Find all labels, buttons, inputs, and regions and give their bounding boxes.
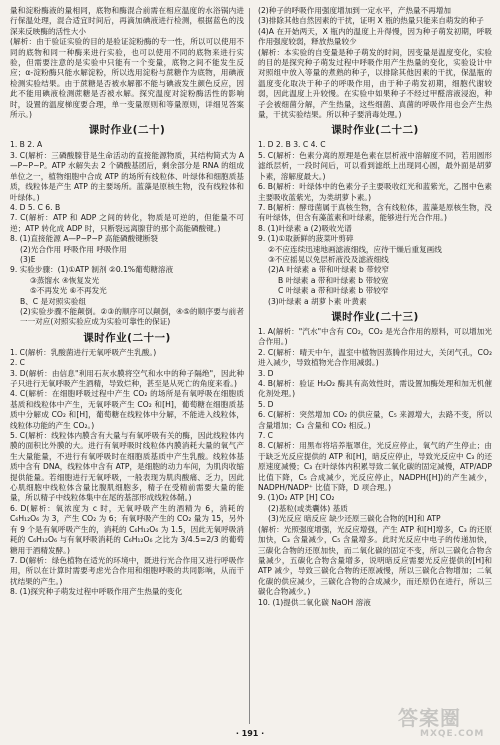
answer-line: 1. C(解析：乳酸菌进行无氧呼吸产生乳酸。) [10,347,157,357]
watermark-sub: MXQE.COM [420,729,485,739]
answer-line: (解析：由于验证实验的目的是验证淀粉酶的专一性，所以可以使用不同的底物和同一种酶来进行实验，也可以使用不同的底物来进行实验，但需要注意的是实验中只能有一个变量，底物之间不能发生反应；α‐淀粉酶只能水解淀粉，所以选用淀粉与蔗糖作为底物，用碘液检测实验结果。由于蔗糖是否被水解都不能与碘液发生颜色反应，因此不能用碘液检测蔗糖是否被水解。探究温度对淀粉酶活性的影响时，设置的温度梯度要合理，单一变量原则和等量原则，详细见答案所示。) [10,37,244,120]
answer-line: 8. (1)叶绿素 a (2)吸收光谱 [258,223,352,233]
answer-line: (3)叶绿素 a 胡萝卜素 叶黄素 [268,296,367,306]
answer-line: 2. C [10,358,25,368]
answer-line: 9. 实验步骤：(1)①ATP 制剂 ②0.1%葡萄糖溶液 [10,265,174,275]
answer-line: 1. B 2. A [10,140,43,150]
answer-line: 8. C(解析：用黑布将培养瓶罩住，光反应停止，氧气的产生停止；由于缺乏光反应提供的 ATP 和[H]，暗反应停止，导致光反应中 C₃ 的还原速度减慢；C₃ 在叶绿体内积累导致二氧化碳的固定减慢，ATP/ADP 比值下降，C₅ 合成减少，光反应停止，NADPH([H])的产生减少，NADPH/NADP⁺ 比值下降，D 项合理。) [258,441,492,493]
answer-line: (解析：光照强度增强，光反应增强，产生 ATP 和[H]增多，C₃ 的还原加快，C₃ 含量减少，C₅ 含量增多。此时光反应中电子的传递加快，三碳化合物的还原加快，而二氧化碳的固定不变，所以三碳化合物含量减少，五碳化合物含量增多，说明暗反应需要光反应提供的[H]和 ATP 减少，导致三碳化合物的还原减慢，所以三碳化合物增加；二氧化碳的供应减少，三碳化合物的合成减少，而还原仍在进行，所以三碳化合物减少。) [258,524,492,597]
answer-line: (2)A 叶绿素 a 带和叶绿素 b 带较窄 [268,265,390,275]
answer-line: ③蒸馏水 ④恢复发光 [30,275,100,285]
answer-line: 8. (1)直接能源 A—P~P~P 高能磷酸键断裂 [10,234,159,244]
section-heading: 课时作业(二十) [88,124,166,137]
answer-line: 5. C(解析：色素分离的原理是色素在层析液中溶解度不同，若用圆形滤纸层析，一段时间后，可以看到滤纸上出现同心圆，最外面是胡萝卜素，溶解度最大。) [258,150,492,181]
answer-line: (解析：本实验的自变量是种子萌发的时间，因变量是温度变化，实验的目的是探究种子萌发过程中呼吸作用产生热量的变化，实验设计中对照组中放入等量的煮熟的种子，以排除其他因素的干扰，保温瓶的温度变化取决于种子的呼吸作用，由于种子萌发初期，细胞代谢较弱，因此温度上升较慢。在实验中如果种子不经过甲醛溶液浸泡，种子会被细菌分解，产生热量，这些细菌、真菌的呼吸作用也会产生热量，干扰实验结果。所以种子要消毒处理。) [258,47,492,120]
section-heading: 课时作业(二十一) [83,331,171,344]
answer-line: ③不应摇晃以免层析液没及滤液细线 [268,254,389,264]
answer-line: (2)实验步骤不能颠倒。②③的顺序可以颠倒，④⑤的顺序要与前者一一对应(对照实验应成为实验可靠性的保证) [20,306,244,327]
answer-line: 1. A(解析："汽水"中含有 CO₂，CO₂ 是光合作用的原料，可以增加光合作用。) [258,326,492,347]
answer-line: 2. C(解析：晴天中午，温室中植物因蒸腾作用过大，关闭气孔，CO₂ 进入减少，导致植物光合作用减弱。) [258,347,492,368]
answer-line: 6. B(解析：叶绿体中的色素分子主要吸收红光和蓝紫光，乙图中色素主要吸收蓝紫光，为类胡萝卜素。) [258,182,492,202]
answer-line: 4. C(解析：在细胞呼吸过程中产生 CO₂ 的场所是有氧呼吸在细胞质基质和线粒体中产生，无氧呼吸产生 CO₂ 和[H]，葡萄糖在细胞质基质中分解成 CO₂ 和[H]，葡萄糖在线粒体中分解，不能进入线粒体，线粒体功能的产生 CO₂。) [10,389,244,430]
answer-line: ⑤不再发光 ⑥不再发光 [30,286,107,296]
watermark-main: 答案圈 [398,706,461,730]
answer-line: (4)A 在开始两天，X 瓶内的温度上升得慢，因为种子萌发初期，呼吸作用强度较弱，释放热量较少 [258,26,492,47]
answer-line: 5. D [258,399,274,409]
answer-line: 量和淀粉酶液的量相同，底物和酶混合前需在相应温度的水浴锅内进行保温处理，混合适宜时间后，再滴加碘液进行检测，根据蓝色的浅深来反映酶的活性大小 [10,6,244,36]
answer-line: 7. C [258,431,273,441]
column-divider [249,8,250,724]
answer-line: 7. B(解析：酵母菌属于真核生物，含有线粒体，蓝藻是原核生物，没有叶绿体，但含有藻蓝素和叶绿素，能够进行光合作用。) [258,202,492,223]
answer-line: 7. D(解析：绿色植物在适光的环境中，既进行光合作用又进行呼吸作用，所以在计算时需要考虑光合作用和细胞呼吸的共同影响，从而干扰结果的产生。) [10,555,244,586]
answer-line: 5. C(解析：线粒体内膜含有大量与有氧呼吸有关的酶，因此线粒体内膜的面积比外膜的大。进行有氧呼吸时线粒体内膜消耗大量的氧气产生大量能量，不进行有氧呼吸时在细胞质基质中产生乳酸。线粒体基质中含有 DNA，线粒体中含有 ATP，是细胞的动力车间，为肌肉收缩提供能量。若细胞进行无氧呼吸，一般表现为肌肉酸痛、乏力，因此心肌细胞中线粒体含量比腹肌细胞多，精子在受精前需要大量的能量，所以精子中线粒体集中在尾的基部形成线粒体鞘。) [10,431,244,503]
answer-line: 10. (1)提供二氧化碳 NaOH 溶液 [258,597,371,607]
answer-line: 3. D [258,368,274,378]
answer-line: B 叶绿素 a 带和叶绿素 b 带较宽 [278,275,389,285]
answer-line: 9. (1)O₂ ATP [H] CO₂ [258,493,335,503]
answer-line: 1. D 2. B 3. C 4. C [258,140,326,150]
answer-line: (3)排除其他自然因素的干扰，证明 X 瓶的热量只能来自萌发的种子 [258,16,484,26]
section-heading: 课时作业(二十二) [331,124,419,137]
answer-line: 4. B(解析：验证 H₂O₂ 酶具有高效性时，需设置加酶处理和加无机催化剂处理。) [258,379,492,399]
left-column [10,6,244,598]
answer-line: (2)基粒(或类囊体) 基质 [268,503,348,513]
section-heading: 课时作业(二十三) [331,310,419,323]
answer-line: B、C 是对照实验组 [20,296,87,306]
answer-line: (3)E [20,254,36,264]
answer-line: 8. (1)探究种子萌发过程中呼吸作用产生热量的变化 [10,587,183,597]
answer-line: (2)种子的呼吸作用强度增加到一定水平，产热量不再增加 [258,6,452,15]
right-column [258,6,492,608]
watermark-logo [398,702,494,742]
answer-line: C 叶绿素 a 带和叶绿素 b 带较窄 [278,286,389,296]
answer-line: ②不应连续迅速地画滤液细线，应待干燥后重复画线 [268,244,442,254]
answer-line: 6. D(解析：氧浓度为 c 时，无氧呼吸产生的酒精为 6，消耗的 C₆H₁₂O₆ 为 3，产生 CO₂ 为 6；有氧呼吸产生的 CO₂ 量为 15，另外有 9 个是有氧呼吸产生的，消耗的 C₆H₁₂O₆ 为 1.5，因此无氧呼吸消耗的 C₆H₁₂O₆ 与有氧呼吸消耗的 C₆H₁₂O₆ 之比为 3/4.5=2/3 的葡萄糖用于酒精发酵。) [10,503,244,555]
answer-line: 3. C(解析：三磷酸腺苷是生命活动的直接能源物质，其结构简式为 A—P~P~P。ATP 水解失去 2 个磷酸基团后，剩余部分是 RNA 的组成单位之一，植物细胞中合成 ATP 的场所有线粒体、叶绿体和细胞质基质，线粒体是产生 ATP 的主要场所。蓝藻是原核生物，没有线粒体和叶绿体。) [10,150,244,202]
answer-line: 7. C(解析：ATP 和 ADP 之间的转化，物质是可逆的，但能量不可逆；ATP 转化成 ADP 时，只断裂远离腺苷的那个高能磷酸键。) [10,213,244,233]
answer-line: 3. D(解析：由信息"利用石灰水膜将空气和水中的种子隔绝"，因此种子只进行无氧呼吸产生酒精，导致烂种，甚至是从死亡的角度来看。) [10,368,244,388]
answer-line: (3)光反应 暗反应 缺少还原三碳化合物的[H]和 ATP [268,514,441,524]
answer-line: 6. C(解析：突然增加 CO₂ 的供应量，C₅ 来源增大，去路不变，所以含量增加；C₃ 含量和 CO₂ 相反。) [258,410,492,430]
answer-line: 9. (1)①取新鲜的菠菜叶剪碎 [258,234,354,244]
answer-line: (2)光合作用 呼吸作用 呼吸作用 [20,244,127,254]
page-number: · 191 · [235,729,265,738]
answer-line: 4. D 5. C 6. B [10,202,61,212]
